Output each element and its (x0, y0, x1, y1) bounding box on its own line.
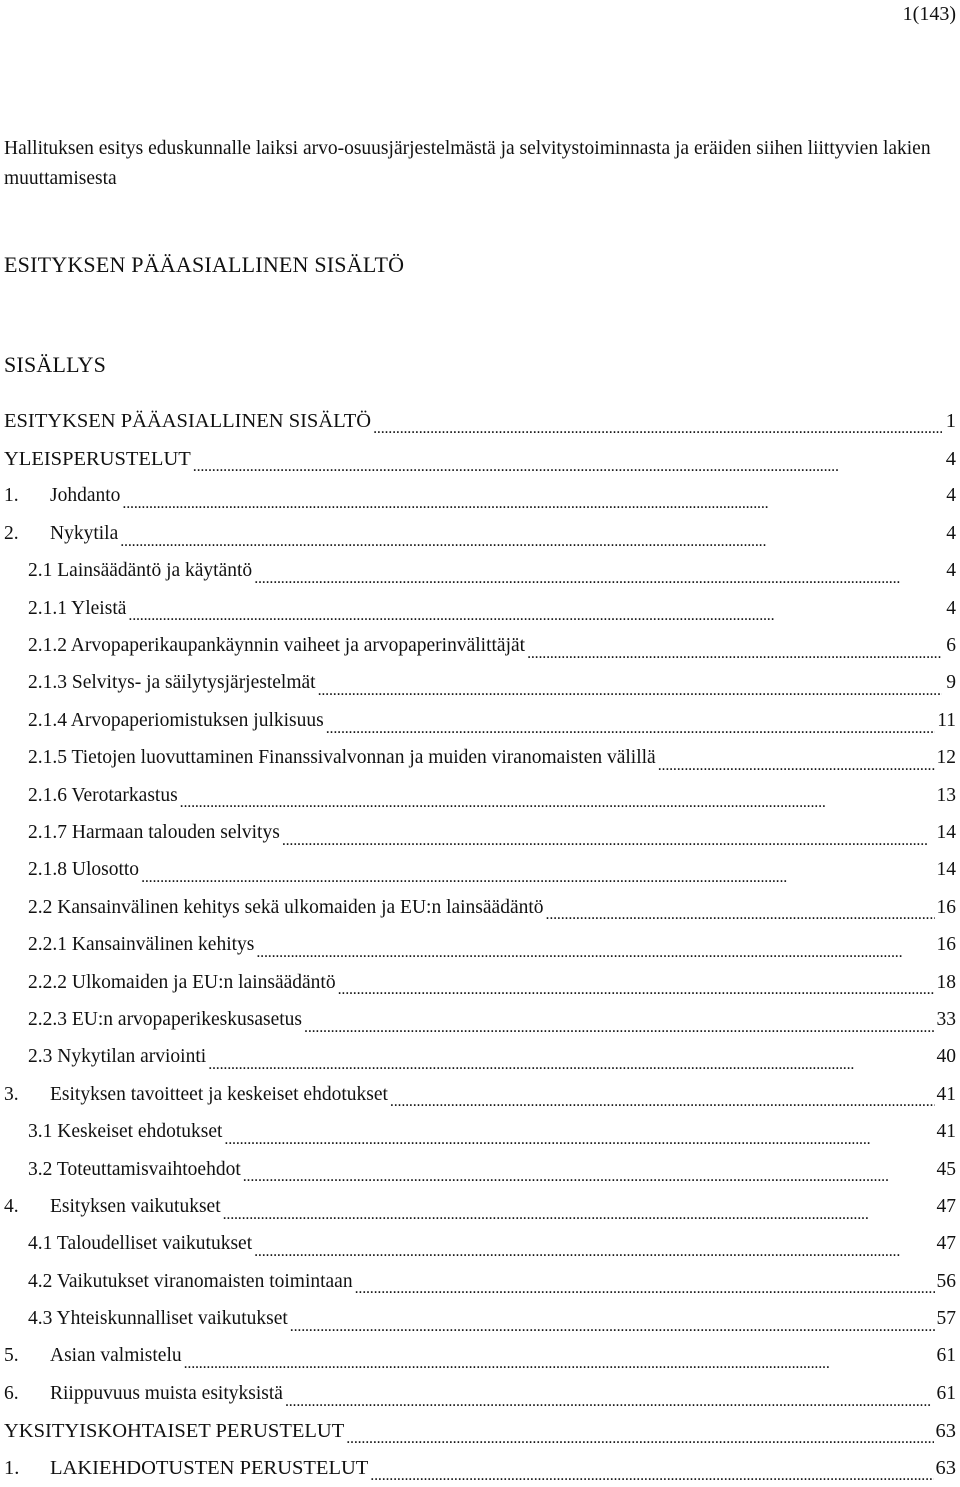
toc-entry-label: 2.1.3 Selvitys- ja säilytysjärjestelmät (28, 672, 316, 694)
toc-dot-leader (180, 789, 935, 809)
toc-entry[interactable] (4, 1300, 956, 1337)
toc-entry[interactable] (4, 814, 956, 851)
toc-entry-number: 1. (4, 485, 19, 507)
toc-entry[interactable] (4, 1338, 956, 1375)
toc-entry-number: 5. (4, 1345, 19, 1367)
toc-entry-label: 2.1 Lainsäädäntö ja käytäntö (28, 560, 253, 582)
toc-entry-label: 4.2 Vaikutukset viranomaisten toimintaan (28, 1270, 353, 1292)
toc-entry-label: 2.1.4 Arvopaperiomistuksen julkisuus (28, 709, 324, 731)
toc-entry[interactable] (4, 889, 956, 926)
toc-dot-leader (290, 1312, 935, 1332)
toc-entry-label: 2.1.2 Arvopaperikaupankäynnin vaiheet ja arvopaperinvälittäjät (28, 635, 526, 657)
toc-dot-leader (256, 938, 934, 958)
toc-entry-page: 41 (936, 1083, 956, 1105)
toc-entry[interactable] (4, 1413, 956, 1450)
toc-dot-leader (184, 1350, 935, 1370)
toc-dot-leader (370, 1461, 933, 1482)
toc-dot-leader (390, 1088, 935, 1108)
toc-dot-leader (208, 1051, 934, 1071)
toc-entry-label: 2.2.1 Kansainvälinen kehitys (28, 934, 255, 956)
toc-entry[interactable] (4, 926, 956, 963)
toc-dot-leader (546, 901, 935, 921)
toc-entry[interactable] (4, 702, 956, 739)
toc-entry-page: 12 (936, 747, 956, 769)
toc-entry[interactable] (4, 403, 956, 440)
toc-dot-leader (346, 1423, 933, 1444)
toc-entry-label: 2.2.3 EU:n arvopaperikeskusasetus (28, 1008, 303, 1030)
toc-entry-page: 40 (936, 1046, 956, 1068)
toc-entry-label: ESITYKSEN PÄÄASIALLINEN SISÄLTÖ (4, 410, 372, 433)
toc-entry-page: 4 (946, 597, 956, 619)
toc-entry[interactable] (4, 1001, 956, 1038)
toc-entry[interactable] (4, 515, 956, 552)
toc-entry[interactable] (4, 1226, 956, 1263)
toc-entry-label: 2.1.6 Verotarkastus (28, 784, 178, 806)
toc-entry-number: 6. (4, 1382, 19, 1404)
toc-entry-page: 41 (936, 1121, 956, 1143)
toc-entry-page: 33 (936, 1008, 956, 1030)
toc-dot-leader (326, 714, 935, 734)
toc-entry-label: 3.2 Toteuttamisvaihtoehdot (28, 1158, 241, 1180)
toc-entry-number: 1. (4, 1457, 20, 1480)
toc-entry-label: Nykytila (50, 522, 119, 544)
table-of-contents (4, 403, 956, 1487)
toc-entry-page: 56 (936, 1270, 956, 1292)
toc-entry-label: 4.1 Taloudelliset vaikutukset (28, 1233, 253, 1255)
toc-entry-page: 61 (936, 1345, 956, 1367)
toc-entry[interactable] (4, 440, 956, 477)
toc-entry-page: 47 (936, 1233, 956, 1255)
toc-dot-leader (254, 1237, 934, 1257)
toc-entry[interactable] (4, 478, 956, 515)
toc-entry[interactable] (4, 1076, 956, 1113)
toc-entry-number: 2. (4, 522, 19, 544)
toc-entry-page: 11 (937, 709, 956, 731)
toc-entry[interactable] (4, 1039, 956, 1076)
toc-entry[interactable] (4, 1450, 956, 1487)
toc-entry-page: 47 (936, 1195, 956, 1217)
toc-entry-label: Johdanto (50, 485, 121, 507)
toc-dot-leader (122, 490, 942, 510)
toc-entry-page: 9 (946, 672, 956, 694)
toc-heading: SISÄLLYS (4, 352, 107, 377)
toc-entry[interactable] (4, 627, 956, 664)
toc-entry-page: 57 (936, 1308, 956, 1330)
toc-entry-number: 3. (4, 1083, 19, 1105)
toc-dot-leader (282, 826, 935, 846)
toc-dot-leader (355, 1275, 935, 1295)
toc-entry[interactable] (4, 1375, 956, 1412)
toc-entry[interactable] (4, 1188, 956, 1225)
toc-entry-label: Riippuvuus muista esityksistä (50, 1382, 283, 1404)
toc-dot-leader (243, 1163, 935, 1183)
toc-dot-leader (285, 1387, 935, 1407)
toc-entry[interactable] (4, 777, 956, 814)
summary-heading: ESITYKSEN PÄÄASIALLINEN SISÄLTÖ (4, 252, 405, 277)
toc-entry[interactable] (4, 590, 956, 627)
toc-entry-page: 13 (936, 784, 956, 806)
toc-dot-leader (254, 564, 942, 584)
toc-entry-label: Esityksen tavoitteet ja keskeiset ehdotukset (50, 1083, 388, 1105)
page-number: 1(143) (902, 3, 956, 25)
toc-dot-leader (373, 414, 942, 435)
toc-entry[interactable] (4, 964, 956, 1001)
toc-entry-page: 4 (945, 447, 956, 470)
toc-entry-page: 61 (936, 1382, 956, 1404)
toc-dot-leader (224, 1125, 934, 1145)
toc-dot-leader (193, 451, 942, 472)
toc-entry-label: YLEISPERUSTELUT (4, 447, 191, 470)
toc-dot-leader (527, 639, 942, 659)
toc-entry-label: 2.2.2 Ulkomaiden ja EU:n lainsäädäntö (28, 971, 336, 993)
toc-entry[interactable] (4, 665, 956, 702)
toc-dot-leader (304, 1013, 934, 1033)
toc-entry-label: 2.1.7 Harmaan talouden selvitys (28, 821, 280, 843)
toc-entry-page: 18 (936, 971, 956, 993)
toc-entry-page: 6 (946, 635, 956, 657)
toc-entry-page: 16 (936, 934, 956, 956)
toc-entry-label: 2.1.5 Tietojen luovuttaminen Finanssivalvonnan ja muiden viranomaisten välillä (28, 747, 656, 769)
toc-entry-label: 3.1 Keskeiset ehdotukset (28, 1121, 223, 1143)
toc-dot-leader (658, 751, 935, 771)
toc-entry-label: 2.2 Kansainvälinen kehitys sekä ulkomaiden ja EU:n lainsäädäntö (28, 896, 544, 918)
toc-entry-page: 4 (946, 485, 956, 507)
toc-dot-leader (128, 602, 942, 622)
toc-entry-label: 2.3 Nykytilan arviointi (28, 1046, 207, 1068)
toc-entry[interactable] (4, 740, 956, 777)
toc-entry-label: LAKIEHDOTUSTEN PERUSTELUT (50, 1457, 369, 1480)
toc-entry[interactable] (4, 553, 956, 590)
toc-entry-label: 4.3 Yhteiskunnalliset vaikutukset (28, 1308, 288, 1330)
toc-entry-page: 63 (935, 1457, 956, 1480)
toc-entry-label: 2.1.8 Ulosotto (28, 859, 140, 881)
toc-dot-leader (141, 864, 934, 884)
toc-dot-leader (338, 976, 935, 996)
toc-entry-page: 14 (936, 859, 956, 881)
toc-entry-page: 63 (935, 1419, 956, 1442)
toc-entry-page: 16 (936, 896, 956, 918)
toc-entry-label: Esityksen vaikutukset (50, 1195, 221, 1217)
toc-entry-number: 4. (4, 1195, 19, 1217)
toc-dot-leader (318, 677, 942, 697)
toc-entry-page: 1 (945, 410, 956, 433)
toc-entry-label: YKSITYISKOHTAISET PERUSTELUT (4, 1419, 345, 1442)
toc-entry-label: 2.1.1 Yleistä (28, 597, 127, 619)
toc-entry-page: 4 (946, 522, 956, 544)
toc-entry-page: 4 (946, 560, 956, 582)
toc-entry-page: 45 (936, 1158, 956, 1180)
toc-dot-leader (223, 1200, 935, 1220)
toc-entry-label: Asian valmistelu (50, 1345, 182, 1367)
toc-entry[interactable] (4, 852, 956, 889)
toc-entry[interactable] (4, 1263, 956, 1300)
toc-entry[interactable] (4, 1151, 956, 1188)
toc-dot-leader (120, 527, 942, 547)
toc-entry-page: 14 (936, 821, 956, 843)
document-title: Hallituksen esitys eduskunnalle laiksi arvo-osuusjärjestelmästä ja selvitystoiminnasta ja eräiden siihen liittyvien lakien muuttamisesta (4, 138, 931, 189)
toc-entry[interactable] (4, 1113, 956, 1150)
